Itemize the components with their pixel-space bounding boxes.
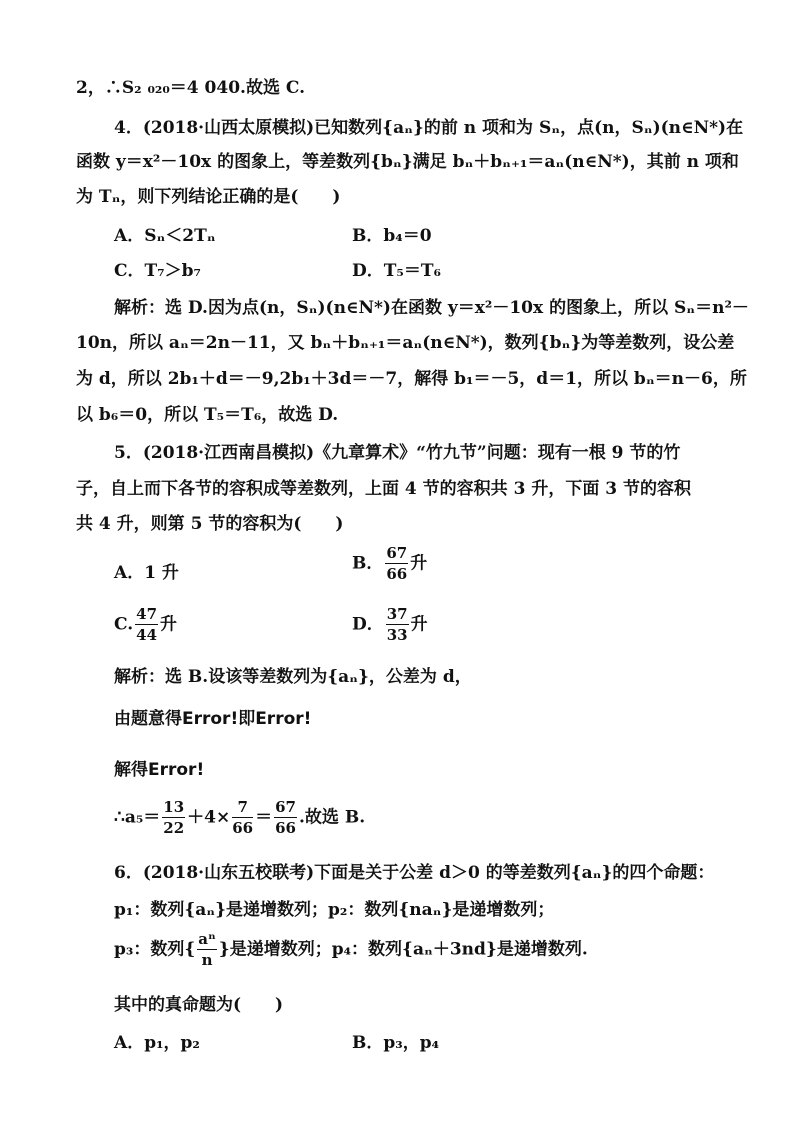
text-line: 2，∴S₂ ₀₂₀＝4 040.故选 C. (76, 78, 306, 98)
numerator: 37 (386, 605, 408, 623)
fraction (232, 800, 253, 836)
unit-label: 升 (410, 614, 428, 635)
option-b (352, 546, 427, 582)
denominator: 66 (232, 819, 254, 837)
equation-text: .故选 B. (298, 807, 366, 828)
numerator: 13 (163, 798, 185, 816)
option-d: D．T₅＝T₆ (352, 261, 441, 281)
text-line: 子，自上而下各节的容积成等差数列，上面 4 节的容积共 3 升，下面 3 节的容积 (76, 479, 691, 499)
option-a: A．Sₙ＜2Tₙ (114, 226, 216, 246)
error-line: 解得Error! (114, 760, 205, 780)
text-line: 为 d，所以 2b₁＋d＝－9,2b₁＋3d＝－7，解得 b₁＝－5，d＝1，所以 bₙ＝n－6，所 (76, 369, 747, 389)
unit-label: 升 (160, 614, 178, 635)
option-label: B． (352, 553, 384, 574)
numerator: 67 (275, 798, 296, 816)
solution-line: 解析：选 D.因为点(n，Sₙ)(n∈N*)在函数 y＝x²－10x 的图象上，所以 Sₙ＝n²－ (114, 298, 749, 318)
text-line: 以 b₆＝0，所以 T₅＝T₆，故选 D. (76, 405, 339, 425)
proposition-text: p₃：数列{ (114, 939, 196, 960)
option-a: A．p₁，p₂ (114, 1033, 200, 1053)
text-line: 10n，所以 aₙ＝2n－11，又 bₙ＋bₙ₊₁＝aₙ(n∈N*)，数列{bₙ}为等差数列，设公差 (76, 333, 735, 353)
option-d (352, 607, 428, 643)
question-6-stem: 6．(2018·山东五校联考)下面是关于公差 d＞0 的等差数列{aₙ}的四个命题： (114, 863, 715, 883)
question-4-stem: 4．(2018·山西太原模拟)已知数列{aₙ}的前 n 项和为 Sₙ，点(n，Sₙ)(n∈N*)在 (114, 118, 744, 138)
numerator: aⁿ (198, 930, 216, 948)
numerator: 47 (136, 605, 158, 623)
fraction (135, 607, 158, 643)
error-line: 由题意得Error!即Error! (114, 709, 312, 729)
final-equation (114, 800, 365, 836)
proposition-text: }是递增数列；p₄：数列{aₙ＋3nd}是递增数列. (218, 939, 588, 960)
equation-text: ＋4× (187, 807, 231, 828)
denominator: 44 (136, 626, 158, 644)
proposition-line: p₁：数列{aₙ}是递增数列；p₂：数列{naₙ}是递增数列； (114, 900, 555, 920)
option-c: C．T₇＞b₇ (114, 261, 201, 281)
fraction (274, 800, 297, 836)
proposition-line (114, 932, 588, 968)
numerator: 67 (386, 544, 408, 562)
option-b: B．b₄＝0 (352, 226, 432, 246)
fraction (385, 546, 408, 582)
equation-text: ∴a₅＝ (114, 807, 161, 828)
fraction (162, 800, 185, 836)
denominator: 22 (163, 819, 185, 837)
equation-text: ＝ (255, 807, 273, 828)
option-label: C. (114, 614, 134, 635)
text-line: 为 Tₙ，则下列结论正确的是( ) (76, 187, 341, 207)
denominator: 33 (386, 626, 408, 644)
numerator: 7 (232, 800, 253, 818)
unit-label: 升 (410, 553, 428, 574)
solution-line: 解析：选 B.设该等差数列为{aₙ}，公差为 d， (114, 667, 472, 687)
denominator: n (201, 951, 213, 969)
option-label: D． (352, 614, 384, 635)
denominator: 66 (386, 565, 408, 583)
option-b: B．p₃，p₄ (352, 1033, 440, 1053)
denominator: 66 (275, 819, 296, 837)
fraction (386, 607, 409, 643)
fraction (197, 932, 217, 968)
text-line: 函数 y＝x²－10x 的图象上，等差数列{bₙ}满足 bₙ＋bₙ₊₁＝aₙ(n∈N*)，其前 n 项和 (76, 152, 739, 172)
question-prompt: 其中的真命题为( ) (114, 995, 284, 1015)
option-a: A．1 升 (114, 563, 179, 583)
option-c (114, 607, 177, 643)
question-5-stem: 5．(2018·江西南昌模拟)《九章算术》“竹九节”问题：现有一根 9 节的竹 (114, 443, 681, 463)
text-line: 共 4 升，则第 5 节的容积为( ) (76, 514, 344, 534)
